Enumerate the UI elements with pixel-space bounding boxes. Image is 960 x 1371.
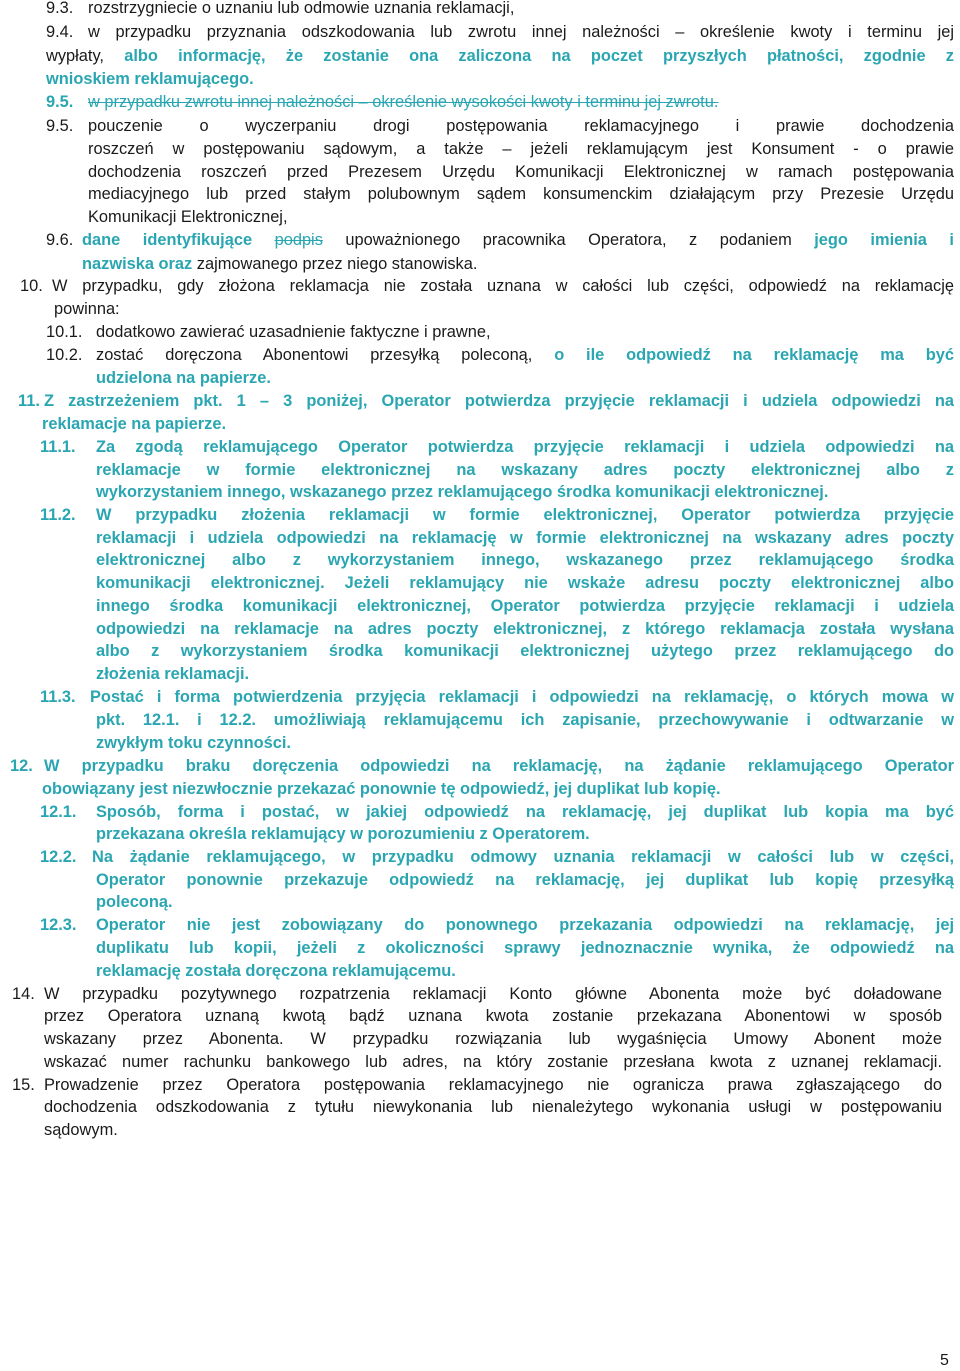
item-number-inserted: 11.3. (40, 688, 76, 706)
item-text-inserted: Postać i forma potwierdzenia przyjęcia reklamacji i odpowiedzi na reklamację, o których mowa w (90, 688, 954, 706)
item-text-inserted: wykorzystaniem innego, wskazanego przez reklamującego środka komunikacji elektronicznej. (96, 483, 829, 501)
item-number-inserted: 12.3. (40, 916, 77, 934)
item-text: Prowadzenie przez Operatora postępowania reklamacyjnego nie ogranicza prawa zgłaszającego do (44, 1076, 942, 1094)
item-number: 10.2. (46, 346, 83, 364)
item-text: przez Operatora uznaną kwotą bądź uznana kwota zostanie przekazana Abonentowi w sposób (44, 1007, 942, 1025)
item-text (46, 46, 954, 66)
item-text-inserted: reklamacji i udziela odpowiedzi na reklamację w formie elektronicznej na wskazany adres poczty (96, 529, 954, 547)
item-text-inserted: poleconą. (96, 893, 173, 911)
item-text: mediacyjnego lub przed stałym polubownym sądem konsumenckim działającym przy Prezesie Urzędu (88, 185, 954, 203)
item-text: roszczeń w postępowaniu sądowym, a także – jeżeli reklamującym jest Konsument - o prawie (88, 140, 954, 158)
item-text-inserted: Sposób, forma i postać, w jakiej odpowiedź na reklamację, jej duplikat lub kopia ma być (96, 803, 954, 821)
text-run-deleted: podpis (274, 231, 323, 249)
item-text-inserted: duplikatu lub kopii, jeżeli z okoliczności sprawy jednoznacznie wynika, że odpowiedź na (96, 939, 954, 957)
item-text-inserted: Na żądanie reklamującego, w przypadku odmowy uznania reklamacji w całości lub w części, (92, 848, 954, 866)
item-text: wskazać numer rachunku bankowego lub adres, na który zostanie przesłana kwota z uznanej reklamacji. (44, 1053, 942, 1071)
item-text: dodatkowo zawierać uzasadnienie faktyczne i prawne, (96, 323, 491, 341)
item-text: rozstrzygniecie o uznaniu lub odmowie uznania reklamacji, (88, 0, 515, 17)
text-run-inserted: nazwiska oraz (82, 255, 193, 273)
item-text-inserted: innego środka komunikacji elektronicznej, Operator potwierdza przyjęcie reklamacji i udziela (96, 597, 954, 615)
item-number-inserted: 12.2. (40, 848, 77, 866)
item-number-inserted: 11.2. (40, 506, 76, 524)
item-text-inserted: komunikacji elektronicznej. Jeżeli reklamujący nie wskaże adresu poczty elektronicznej albo (96, 574, 954, 592)
item-text: pouczenie o wyczerpaniu drogi postępowania reklamacyjnego i prawie dochodzenia (88, 117, 954, 135)
item-text: wskazany przez Abonenta. W przypadku rozwiązania lub wygaśnięcia Umowy Abonent może (44, 1030, 942, 1048)
item-text: W przypadku, gdy złożona reklamacja nie została uznana w całości lub części, odpowiedź na reklamację (52, 277, 954, 295)
item-text-inserted: przekazana określa reklamujący w porozumieniu z Operatorem. (96, 825, 590, 843)
text-run-inserted: jego imienia i (814, 231, 954, 249)
item-text-inserted: reklamacje w formie elektronicznej na wskazany adres poczty elektronicznej albo z (96, 461, 954, 479)
item-text: W przypadku pozytywnego rozpatrzenia reklamacji Konto główne Abonenta może być doładowane (44, 985, 942, 1003)
item-text-inserted: Za zgodą reklamującego Operator potwierdza przyjęcie reklamacji i udziela odpowiedzi na (96, 438, 954, 456)
text-run-inserted: dane identyfikujące (82, 231, 253, 249)
item-number: 14. (12, 985, 35, 1003)
text-run-inserted: albo informację, że zostanie ona zaliczona na poczet przyszłych płatności, zgodnie z (104, 47, 954, 65)
item-text-inserted: obowiązany jest niezwłocznie przekazać ponownie tę odpowiedź, jej duplikat lub kopię. (42, 780, 721, 798)
item-number: 9.6. (46, 231, 74, 249)
item-text-inserted: elektronicznej albo z wykorzystaniem innego, wskazanego przez reklamującego środka (96, 551, 954, 569)
item-number: 9.3. (46, 0, 74, 17)
item-text-inserted: złożenia reklamacji. (96, 665, 250, 683)
item-text: sądowym. (44, 1121, 118, 1139)
item-text-inserted: pkt. 12.1. i 12.2. umożliwiają reklamującemu ich zapisanie, przechowywanie i odtwarzanie w (96, 711, 954, 729)
item-text-inserted: W przypadku braku doręczenia odpowiedzi na reklamację, na żądanie reklamującego Operator (44, 757, 954, 775)
text-run: zostać doręczona Abonentowi przesyłką poleconą, (96, 346, 533, 364)
item-text (82, 230, 954, 250)
item-number-inserted: 11. (18, 392, 40, 410)
item-text-inserted: Z zastrzeżeniem pkt. 1 – 3 poniżej, Operator potwierdza przyjęcie reklamacji i udziela odpowiedzi na (44, 392, 954, 410)
item-text (96, 345, 954, 365)
text-run: upoważnionego pracownika Operatora, z podaniem (322, 231, 815, 249)
page-number: 5 (940, 1352, 949, 1369)
text-run: wypłaty, (46, 47, 104, 65)
item-text: w przypadku przyznania odszkodowania lub zwrotu innej należności – określenie kwoty i terminu jej (88, 23, 954, 41)
item-text-inserted: odpowiedzi na reklamacje na adres poczty elektronicznej, z którego reklamacja została wysłana (96, 620, 954, 638)
item-number-inserted: 11.1. (40, 438, 76, 456)
item-text: dochodzenia odszkodowania z tytułu niewykonania lub nienależytego wykonania usługi w postępowaniu (44, 1098, 942, 1116)
item-number: 10. (20, 277, 43, 295)
item-text-inserted: udzielona na papierze. (96, 369, 271, 387)
item-text: dochodzenia roszczeń przed Prezesem Urzędu Komunikacji Elektronicznej w ramach postępowania (88, 163, 954, 181)
item-text: powinna: (54, 300, 120, 318)
item-number: 15. (12, 1076, 35, 1094)
item-number-inserted: 9.5. (46, 93, 74, 111)
item-text-deleted: w przypadku zwrotu innej należności – określenie wysokości kwoty i terminu jej zwrotu. (88, 93, 719, 111)
item-text-inserted: zwykłym toku czynności. (96, 734, 291, 752)
item-text (82, 254, 477, 274)
item-text-inserted: reklamacje na papierze. (42, 415, 227, 433)
text-run-inserted: o ile odpowiedź na reklamację ma być (554, 346, 954, 364)
item-text-inserted: W przypadku złożenia reklamacji w formie elektronicznej, Operator potwierdza przyjęcie (96, 506, 954, 524)
item-text-inserted: reklamację została doręczona reklamującemu. (96, 962, 456, 980)
item-number: 9.5. (46, 117, 74, 135)
item-number: 10.1. (46, 323, 83, 341)
item-number-inserted: 12. (10, 757, 33, 775)
item-number: 9.4. (46, 23, 74, 41)
item-text-inserted: Operator ponownie przekazuje odpowiedź na reklamację, jej duplikat lub kopię przesyłką (96, 871, 954, 889)
item-text: Komunikacji Elektronicznej, (88, 208, 288, 226)
item-text-inserted: Operator nie jest zobowiązany do ponownego przekazania odpowiedzi na reklamację, jej (96, 916, 954, 934)
item-text-inserted: wnioskiem reklamującego. (46, 70, 254, 88)
text-run: zajmowanego przez niego stanowiska. (192, 255, 478, 273)
item-number-inserted: 12.1. (40, 803, 77, 821)
item-text-inserted: albo z wykorzystaniem środka komunikacji elektronicznej użytego przez reklamującego do (96, 642, 954, 660)
